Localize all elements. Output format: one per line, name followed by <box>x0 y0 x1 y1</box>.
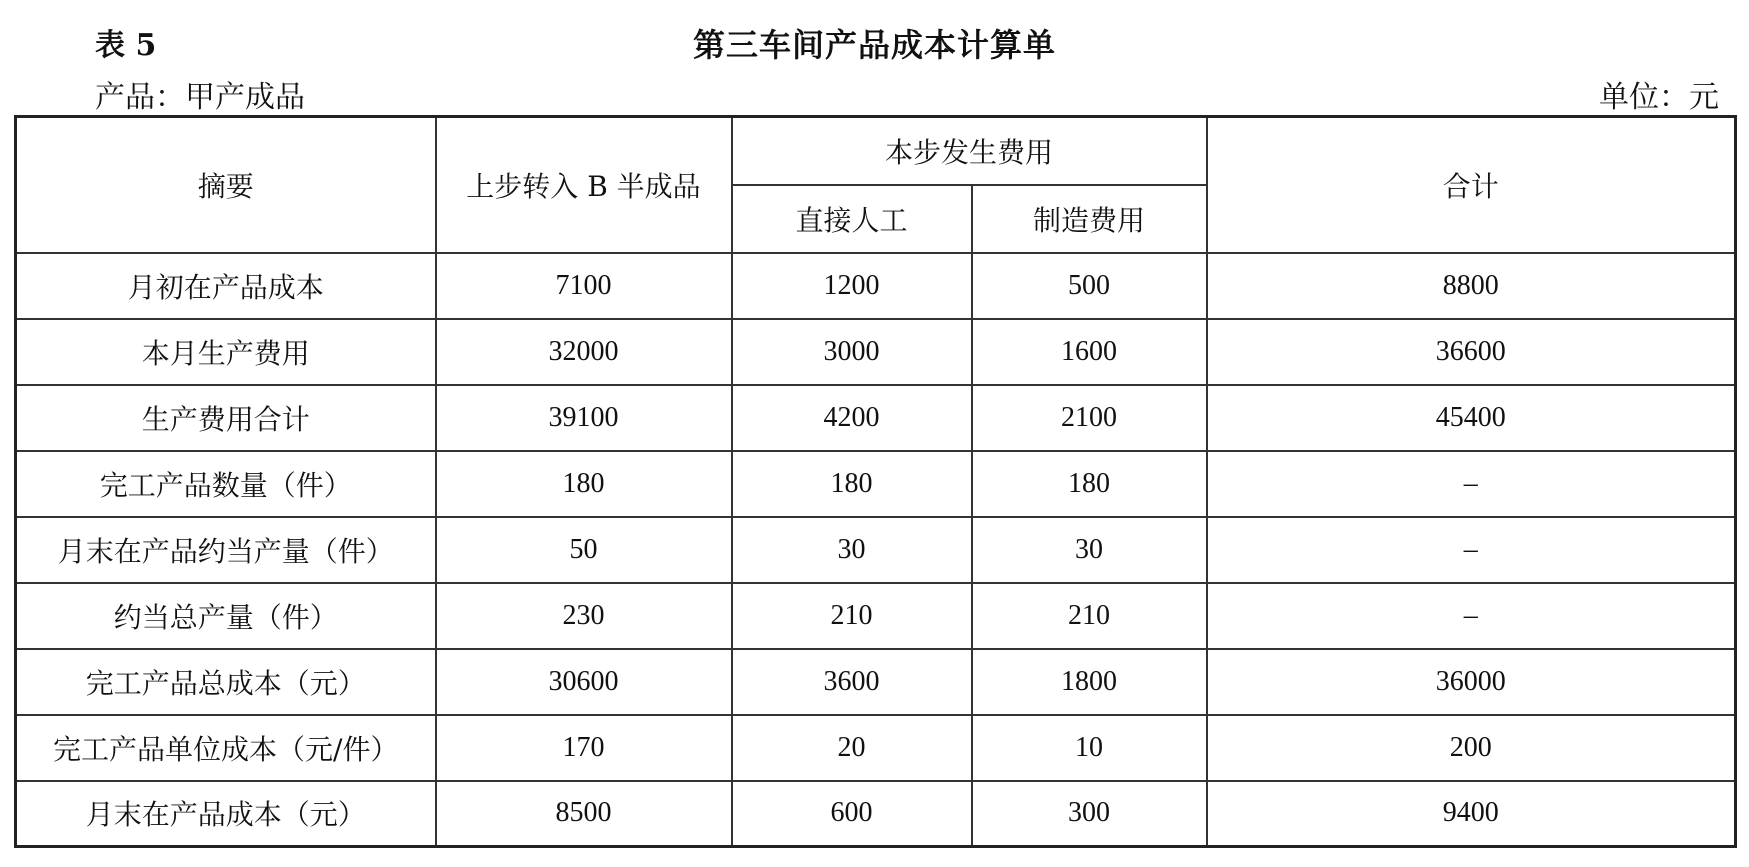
table-row <box>16 385 1736 451</box>
cell-prev-step: 230 <box>436 583 732 649</box>
cell-direct-labor: 1200 <box>732 253 972 319</box>
cell-prev-step: 7100 <box>436 253 732 319</box>
cell-prev-step: 39100 <box>436 385 732 451</box>
cell-total: – <box>1207 451 1736 517</box>
row-label: 完工产品数量（件） <box>16 451 436 517</box>
row-label: 月末在产品成本（元） <box>16 781 436 847</box>
column-header-summary: 摘要 <box>16 117 436 253</box>
product-label: 产品：甲产成品 <box>95 80 305 115</box>
cell-direct-labor: 600 <box>732 781 972 847</box>
cell-direct-labor: 4200 <box>732 385 972 451</box>
cost-calculation-table <box>14 115 1737 848</box>
row-label: 月末在产品约当产量（件） <box>16 517 436 583</box>
row-label: 生产费用合计 <box>16 385 436 451</box>
table-row <box>16 583 1736 649</box>
cell-direct-labor: 20 <box>732 715 972 781</box>
column-header-current-step-group: 本步发生费用 <box>732 117 1207 185</box>
table-row <box>16 715 1736 781</box>
table-row <box>16 451 1736 517</box>
cell-overhead: 210 <box>972 583 1207 649</box>
row-label: 约当总产量（件） <box>16 583 436 649</box>
column-header-overhead: 制造费用 <box>972 185 1207 253</box>
cell-direct-labor: 210 <box>732 583 972 649</box>
table-row <box>16 319 1736 385</box>
cell-prev-step: 30600 <box>436 649 732 715</box>
row-label: 完工产品总成本（元） <box>16 649 436 715</box>
cell-overhead: 500 <box>972 253 1207 319</box>
cell-total: 36600 <box>1207 319 1736 385</box>
column-header-direct-labor: 直接人工 <box>732 185 972 253</box>
cell-direct-labor: 3000 <box>732 319 972 385</box>
cell-prev-step: 32000 <box>436 319 732 385</box>
cell-total: 36000 <box>1207 649 1736 715</box>
cell-total: – <box>1207 517 1736 583</box>
cell-direct-labor: 30 <box>732 517 972 583</box>
row-label: 月初在产品成本 <box>16 253 436 319</box>
table-number: 表 5 <box>95 28 157 63</box>
cell-prev-step: 8500 <box>436 781 732 847</box>
table-row <box>16 517 1736 583</box>
table-row <box>16 649 1736 715</box>
cell-total: 9400 <box>1207 781 1736 847</box>
row-label: 本月生产费用 <box>16 319 436 385</box>
table-row <box>16 253 1736 319</box>
cell-overhead: 1800 <box>972 649 1207 715</box>
header-row-top <box>16 117 1736 185</box>
cell-prev-step: 180 <box>436 451 732 517</box>
cell-overhead: 2100 <box>972 385 1207 451</box>
cell-total: – <box>1207 583 1736 649</box>
cell-total: 45400 <box>1207 385 1736 451</box>
cell-overhead: 10 <box>972 715 1207 781</box>
table-title: 第三车间产品成本计算单 <box>692 26 1056 64</box>
column-header-prev-step: 上步转入 B 半成品 <box>436 117 732 253</box>
cell-prev-step: 50 <box>436 517 732 583</box>
cell-total: 200 <box>1207 715 1736 781</box>
row-label: 完工产品单位成本（元/件） <box>16 715 436 781</box>
cell-total: 8800 <box>1207 253 1736 319</box>
unit-label: 单位：元 <box>1599 80 1719 115</box>
table-row <box>16 781 1736 847</box>
cell-overhead: 180 <box>972 451 1207 517</box>
cell-direct-labor: 3600 <box>732 649 972 715</box>
cell-prev-step: 170 <box>436 715 732 781</box>
cell-overhead: 300 <box>972 781 1207 847</box>
cell-direct-labor: 180 <box>732 451 972 517</box>
cell-overhead: 1600 <box>972 319 1207 385</box>
column-header-total: 合计 <box>1207 117 1736 253</box>
cell-overhead: 30 <box>972 517 1207 583</box>
